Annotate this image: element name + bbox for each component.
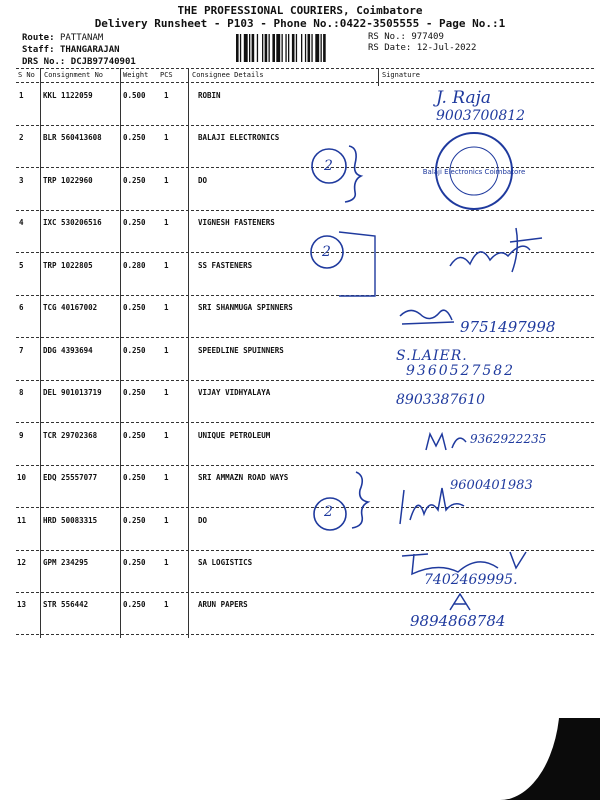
row-consignment: TRP 1022960: [43, 176, 93, 185]
rs-date-label: RS Date:: [368, 43, 412, 53]
barcode: [236, 34, 358, 62]
row-pcs: 1: [164, 218, 169, 227]
row-rule: [16, 592, 594, 593]
bracket-mark: [305, 140, 365, 300]
table-top-rule: [16, 68, 594, 69]
barcode-bar: [305, 34, 306, 62]
signature-row-6: [396, 302, 456, 332]
row-consignment: DEL 901013719: [43, 388, 102, 397]
row-weight: 0.250: [123, 388, 146, 397]
row-consignee: SRI SHANMUGA SPINNERS: [198, 303, 293, 312]
barcode-bar: [240, 34, 241, 62]
signature-row-1: J. Raja: [436, 88, 492, 108]
row-consignment: TCR 29702368: [43, 431, 98, 440]
barcode-bar: [236, 34, 239, 62]
row-consignment: BLR 560413608: [43, 133, 102, 142]
row-weight: 0.250: [123, 600, 146, 609]
row-weight: 0.500: [123, 91, 146, 100]
row-consignment: EDQ 25557077: [43, 473, 98, 482]
row-rule: [16, 634, 594, 635]
row-sno: 13: [17, 600, 27, 609]
barcode-bar: [269, 34, 270, 62]
rs-no-value: 977409: [411, 32, 444, 42]
staff-label: Staff:: [22, 45, 55, 55]
phone-row-7: 9360527582: [406, 363, 516, 379]
row-weight: 0.250: [123, 431, 146, 440]
staff-value: THANGARAJAN: [59, 45, 120, 55]
route-label: Route:: [22, 33, 55, 43]
row-sno: 2: [19, 133, 24, 142]
bracket-mark: [312, 470, 402, 532]
phone-row-10: 9600401983: [450, 478, 533, 493]
barcode-bar: [311, 34, 312, 62]
row-weight: 0.250: [123, 176, 146, 185]
barcode-bar: [323, 34, 326, 62]
row-rule: [16, 125, 594, 126]
row-pcs: 1: [164, 133, 169, 142]
drs-line: [22, 57, 136, 67]
row-weight: 0.250: [123, 558, 146, 567]
row-sno: 9: [19, 431, 24, 440]
row-pcs: 1: [164, 388, 169, 397]
row-pcs: 1: [164, 346, 169, 355]
row-consignee: VIGNESH FASTENERS: [198, 218, 275, 227]
row-pcs: 1: [164, 473, 169, 482]
row-consignment: HRD 50083315: [43, 516, 98, 525]
barcode-bar: [252, 34, 255, 62]
row-consignee: SA LOGISTICS: [198, 558, 253, 567]
barcode-bar: [315, 34, 319, 62]
group-count-3: 2: [324, 504, 333, 520]
col-divider: [378, 68, 379, 86]
row-consignment: DDG 4393694: [43, 346, 93, 355]
col-consignee: Consignee Details: [192, 71, 264, 79]
row-consignee: ARUN PAPERS: [198, 600, 248, 609]
barcode-bar: [321, 34, 322, 62]
group-count-2: 2: [322, 244, 331, 260]
row-consignee: DO: [198, 176, 208, 185]
barcode-bar: [262, 34, 263, 62]
company-stamp: [422, 130, 526, 212]
row-consignment: STR 556442: [43, 600, 89, 609]
row-sno: 10: [17, 473, 27, 482]
phone-row-1: 9003700812: [436, 108, 526, 124]
barcode-bar: [282, 34, 283, 62]
rs-date-value: 12-Jul-2022: [416, 43, 477, 53]
row-pcs: 1: [164, 261, 169, 270]
stamp-text: Balaji Electronics Coimbatore: [422, 168, 526, 176]
row-pcs: 1: [164, 176, 169, 185]
phone-row-12: 7402469995.: [424, 572, 518, 588]
table-row: [0, 388, 600, 431]
row-rule: [16, 507, 594, 508]
row-rule: [16, 337, 594, 338]
row-pcs: 1: [164, 91, 169, 100]
col-signature: Signature: [382, 71, 420, 79]
barcode-bar: [244, 34, 248, 62]
row-weight: 0.250: [123, 346, 146, 355]
page-edge: [0, 700, 560, 800]
row-weight: 0.250: [123, 473, 146, 482]
row-sno: 11: [17, 516, 27, 525]
barcode-bar: [257, 34, 258, 62]
row-rule: [16, 380, 594, 381]
phone-row-9: 9362922235: [470, 432, 547, 446]
row-weight: 0.250: [123, 218, 146, 227]
table-row: [0, 600, 600, 643]
rs-no-label: RS No.:: [368, 32, 406, 42]
row-sno: 6: [19, 303, 24, 312]
staff-line: [22, 45, 120, 55]
row-sno: 1: [19, 91, 24, 100]
barcode-bar: [308, 34, 311, 62]
runsheet-title: Delivery Runsheet - P103 - Phone No.:0422-3505555 - Page No.:1: [94, 17, 506, 30]
drs-label: DRS No.:: [22, 57, 66, 67]
row-consignment: TCG 40167002: [43, 303, 98, 312]
row-consignee: ROBIN: [198, 91, 221, 100]
signature-row-7: S.LAIER.: [396, 348, 468, 364]
row-pcs: 1: [164, 558, 169, 567]
row-weight: 0.250: [123, 133, 146, 142]
barcode-bar: [292, 34, 295, 62]
row-consignee: SRI AMMAZN ROAD WAYS: [198, 473, 289, 482]
company-title: THE PROFESSIONAL COURIERS, Coimbatore: [177, 4, 423, 17]
drs-value: DCJB97740901: [70, 57, 136, 67]
row-pcs: 1: [164, 303, 169, 312]
row-pcs: 1: [164, 600, 169, 609]
barcode-bar: [296, 34, 297, 62]
row-consignment: IXC 530206516: [43, 218, 102, 227]
row-weight: 0.250: [123, 516, 146, 525]
row-weight: 0.280: [123, 261, 146, 270]
row-rule: [16, 422, 594, 423]
row-consignment: KKL 1122059: [43, 91, 93, 100]
barcode-bar: [301, 34, 302, 62]
row-weight: 0.250: [123, 303, 146, 312]
row-consignee: VIJAY VIDHYALAYA: [198, 388, 271, 397]
signature-row-13: [446, 592, 476, 612]
row-consignee: UNIQUE PETROLEUM: [198, 431, 271, 440]
row-sno: 4: [19, 218, 24, 227]
barcode-bar: [249, 34, 250, 62]
row-sno: 7: [19, 346, 24, 355]
barcode-bar: [265, 34, 268, 62]
row-sno: 5: [19, 261, 24, 270]
rs-date-line: [368, 43, 476, 53]
row-consignment: TRP 1022805: [43, 261, 93, 270]
row-consignment: GPM 234295: [43, 558, 89, 567]
barcode-bar: [288, 34, 289, 62]
barcode-bar: [272, 34, 275, 62]
phone-row-13: 9894868784: [410, 612, 506, 630]
col-sno: S No: [18, 71, 35, 79]
barcode-bar: [276, 34, 280, 62]
row-sno: 12: [17, 558, 27, 567]
phone-row-8: 8903387610: [396, 392, 486, 408]
col-consignment: Consignment No: [44, 71, 104, 79]
route-line: [22, 33, 103, 43]
phone-row-6: 9751497998: [460, 318, 556, 336]
row-consignee: BALAJI ELECTRONICS: [198, 133, 280, 142]
row-pcs: 1: [164, 431, 169, 440]
col-pcs: PCS: [160, 71, 173, 79]
row-consignee: DO: [198, 516, 208, 525]
group-count-1: 2: [324, 158, 333, 174]
row-pcs: 1: [164, 516, 169, 525]
row-sno: 3: [19, 176, 24, 185]
rs-no-line: [368, 32, 444, 42]
col-weight: Weight: [123, 71, 149, 79]
signature-row-5: [446, 220, 556, 280]
row-rule: [16, 465, 594, 466]
row-sno: 8: [19, 388, 24, 397]
row-consignee: SPEEDLINE SPUINNERS: [198, 346, 284, 355]
table-header-rule: [16, 82, 594, 83]
route-value: PATTANAM: [59, 33, 104, 43]
barcode-bar: [285, 34, 286, 62]
row-consignee: SS FASTENERS: [198, 261, 253, 270]
